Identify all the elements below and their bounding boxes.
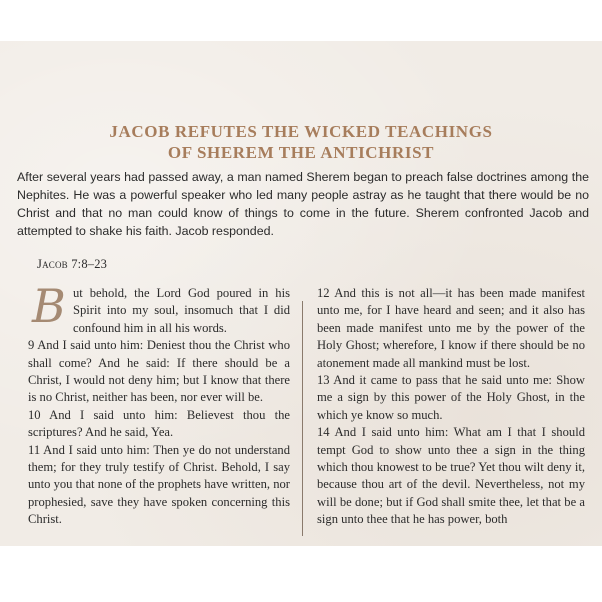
opening-verse-text: ut behold, the Lord God poured in his Spirit into my soul, insomuch that I did confound him in all his words.	[73, 286, 290, 335]
column-divider	[302, 301, 303, 536]
chapter-title	[0, 121, 602, 163]
chapter-title-line-2: OF SHEREM THE ANTICHRIST	[167, 143, 435, 162]
scripture-reference: Jacob 7:8–23	[37, 257, 108, 271]
introduction-paragraph: After several years had passed away, a man named Sherem began to preach false doctrines among the Nephites. He was a powerful speaker who led many people astray as he taught that there would be no Christ and that no man could know of things to come in the future. Sherem confronted Jacob and attempted to shake his faith. Jacob responded.	[17, 170, 589, 238]
verse-11: 11 And I said unto him: Then ye do not understand them; for they truly testify of Christ. Behold, I say unto you that none of the prophets have written, nor prophesied, save they have spoken concerning this Christ.	[28, 442, 290, 527]
chapter-title-line-1: JACOB REFUTES THE WICKED TEACHINGS	[109, 122, 493, 141]
left-column	[28, 279, 290, 529]
opening-verse	[28, 279, 290, 337]
verse-9: 9 And I said unto him: Deniest thou the Christ who shall come? And he said: If there should be a Christ, I would not deny him; but I know that there is no Christ, neither has been, nor ever will be.	[28, 338, 290, 405]
book-page	[0, 41, 602, 546]
verse-10: 10 And I said unto him: Believest thou the scriptures? And he said, Yea.	[28, 407, 290, 440]
right-column	[317, 285, 585, 529]
drop-cap: B	[32, 279, 66, 333]
verse-12: 12 And this is not all—it has been made manifest unto me, for I have heard and seen; and it also has been made manifest unto me by the power of the Holy Ghost; wherefore, I know if there should be no atonement made all mankind must be lost.	[317, 286, 585, 370]
verse-13: 13 And it came to pass that he said unto me: Show me a sign by this power of the Holy Ghost, in the which ye know so much.	[317, 373, 585, 422]
verse-14: 14 And I said unto him: What am I that I should tempt God to show unto thee a sign in the thing which thou knowest to be true? Yet thou wilt deny it, because thou art of the devil. Nevertheless, not my will be done; but if God shall smite thee, let that be a sign unto thee that he has power, both	[317, 425, 585, 527]
